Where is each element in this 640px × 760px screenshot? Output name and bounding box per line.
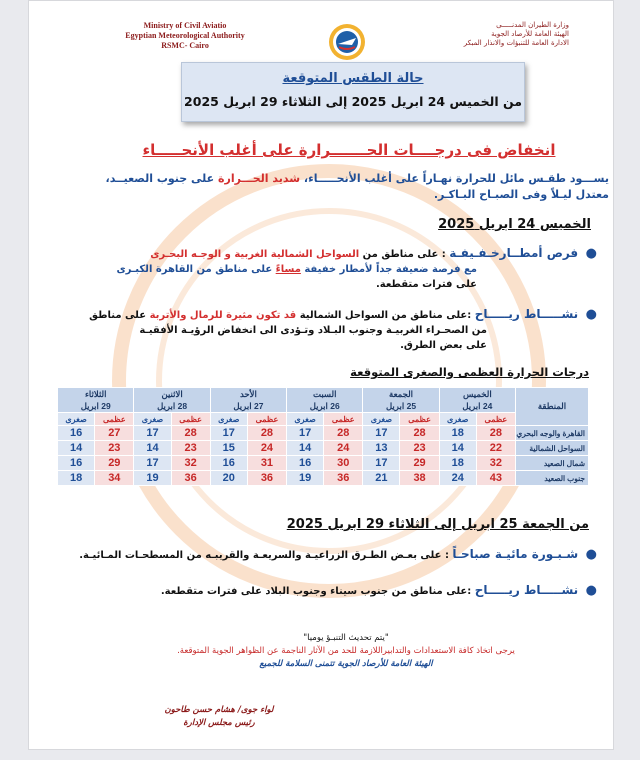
bullet-text-highlight: قد تكون مثيرة للرمال والأتربة — [149, 310, 297, 321]
bullet-label: فرص أمطــارخـفـيفـة — [449, 246, 579, 260]
table-row — [58, 426, 589, 441]
bullet-text: على فترات متقطعة. — [375, 279, 477, 290]
authority-logo-icon — [328, 23, 366, 61]
min-temp-cell: 24 — [439, 471, 476, 486]
signature-role: رئيس مجلس الإدارة — [183, 718, 255, 728]
notes — [121, 632, 571, 671]
bullet-text: :على مناطق من السواحل الشمالية — [296, 310, 472, 321]
day-header — [210, 388, 286, 413]
min-label: صغرى — [210, 413, 247, 426]
max-temp-cell: 43 — [476, 471, 515, 486]
bullet-text-highlight: السواحل الشمالية الغربية و الوجـه البحـرى — [150, 249, 360, 260]
max-temp-cell: 36 — [324, 471, 363, 486]
min-temp-cell: 18 — [439, 456, 476, 471]
day1-bullet-rain — [87, 246, 597, 292]
intro-text: على جنوب الصعيــد، — [105, 172, 219, 185]
min-temp-cell: 14 — [58, 441, 95, 456]
max-temp-cell: 32 — [171, 456, 210, 471]
region-cell: السواحل الشمالية — [516, 441, 589, 456]
bullet-icon: ● — [585, 246, 597, 261]
max-label: عظمى — [95, 413, 134, 426]
min-label: صغرى — [134, 413, 171, 426]
max-temp-cell: 28 — [324, 426, 363, 441]
max-label: عظمى — [171, 413, 210, 426]
day-name: الثلاثاء — [84, 389, 107, 399]
min-temp-cell: 17 — [210, 426, 247, 441]
max-temp-cell: 38 — [400, 471, 439, 486]
signature-name: لواء جوى/ هشام حسن طاحون — [164, 705, 274, 715]
bullet-text: مع فرصة ضعيفة جداً لأمطار خفيفة — [300, 264, 477, 275]
max-temp-cell: 29 — [400, 456, 439, 471]
max-label: عظمى — [400, 413, 439, 426]
bullet-text: : على مناطق من — [359, 249, 446, 260]
header-line: Egyptian Meteorological Authority — [125, 31, 245, 40]
max-temp-cell: 28 — [171, 426, 210, 441]
bullet-text: على مناطق من القاهرة الكبـرى — [116, 264, 276, 275]
bullet-icon: ● — [585, 547, 597, 562]
bullet-icon: ● — [585, 307, 597, 322]
header-arabic — [369, 21, 569, 48]
min-temp-cell: 15 — [210, 441, 247, 456]
day-date: 29 ابريل — [80, 401, 111, 411]
day-header — [439, 388, 515, 413]
min-temp-cell: 17 — [134, 426, 171, 441]
max-temp-cell: 30 — [324, 456, 363, 471]
title-box — [181, 62, 525, 122]
table-row — [58, 471, 589, 486]
day1-heading: الخميس 24 ابريل 2025 — [438, 217, 591, 232]
min-temp-cell: 14 — [439, 441, 476, 456]
max-temp-cell: 31 — [247, 456, 286, 471]
max-temp-cell: 34 — [95, 471, 134, 486]
min-label: صغرى — [287, 413, 324, 426]
bullet-text: على بعض الطرق. — [400, 340, 487, 351]
day-date: 28 ابريل — [157, 401, 188, 411]
day-name: السبت — [312, 389, 337, 399]
max-temp-cell: 32 — [476, 456, 515, 471]
intro-line-1 — [91, 171, 609, 187]
min-temp-cell: 14 — [134, 441, 171, 456]
period2-bullet-wind — [77, 583, 597, 599]
period2-bullet-fog — [77, 547, 597, 563]
max-label: عظمى — [324, 413, 363, 426]
min-temp-cell: 20 — [210, 471, 247, 486]
forecast-title: حالة الطقس المتوقعة — [282, 71, 424, 86]
temperature-table — [57, 387, 589, 486]
day-name: الخميس — [462, 389, 492, 399]
bullet-text: من الصحـراء الغربيـة وجنوب البـلاد وتـؤدى الى انخفاض الرؤيـة الأفقيـة — [139, 325, 487, 336]
min-temp-cell: 13 — [363, 441, 400, 456]
min-temp-cell: 17 — [363, 426, 400, 441]
min-temp-cell: 16 — [58, 426, 95, 441]
max-temp-cell: 36 — [171, 471, 210, 486]
day1-bullet-wind — [87, 307, 597, 353]
max-temp-cell: 23 — [95, 441, 134, 456]
min-temp-cell: 17 — [287, 426, 324, 441]
min-temp-cell: 18 — [58, 471, 95, 486]
day-date: 24 ابريل — [462, 401, 493, 411]
max-temp-cell: 23 — [400, 441, 439, 456]
table-header-labels — [58, 413, 589, 426]
bullet-label: شـبـورة مائيـة صباحـاً — [452, 547, 579, 561]
max-temp-cell: 27 — [95, 426, 134, 441]
table-title: درجات الحرارة العظمى والصغرى المتوقعة — [350, 365, 589, 379]
header-line: Ministry of Civil Aviatio — [143, 21, 227, 30]
day-name: الجمعة — [389, 389, 414, 399]
day-date: 27 ابريل — [233, 401, 264, 411]
max-temp-cell: 23 — [171, 441, 210, 456]
headline: انخفاض فى درجــــات الحـــــــرارة على أغلب الأنحـــــاء — [142, 141, 556, 159]
min-temp-cell: 19 — [134, 471, 171, 486]
day-name: الأحد — [239, 389, 257, 399]
header-line: الهيئة العامة للأرصاد الجوية — [491, 30, 569, 38]
bullet-text: : على بعـض الطـرق الزراعيـة والسريعـة والقريبـه من المسطحـات المـائيـة. — [79, 550, 453, 561]
max-temp-cell: 22 — [476, 441, 515, 456]
bullet-text: :على مناطق من جنوب سيناء وجنوب البلاد على فترات متقطعة. — [160, 586, 475, 597]
bullet-text: على مناطق — [89, 310, 150, 321]
table-header-days — [58, 388, 589, 413]
intro-text-highlight: شديد الحـــرارة — [218, 172, 301, 185]
intro-paragraph — [91, 171, 609, 203]
header-english — [85, 21, 285, 51]
forecast-period: من الخميس 24 ابريل 2025 إلى الثلاثاء 29 ابريل 2025 — [184, 94, 522, 109]
min-temp-cell: 18 — [439, 426, 476, 441]
forecast-page — [28, 0, 614, 750]
min-temp-cell: 14 — [287, 441, 324, 456]
max-temp-cell: 36 — [247, 471, 286, 486]
day-header — [363, 388, 439, 413]
min-temp-cell: 16 — [210, 456, 247, 471]
min-label: صغرى — [58, 413, 95, 426]
max-temp-cell: 24 — [247, 441, 286, 456]
header-line: الادارة العامة للتنبؤات والانذار المبكر — [463, 39, 569, 47]
header-line: وزارة الطيران المدنـــــى — [496, 21, 569, 29]
bullet-icon: ● — [585, 583, 597, 598]
min-label: صغرى — [363, 413, 400, 426]
region-cell: شمال الصعيد — [516, 456, 589, 471]
note-update: "يتم تحديث التنبـؤ يوميا" — [303, 633, 389, 643]
max-temp-cell: 24 — [324, 441, 363, 456]
min-temp-cell: 17 — [363, 456, 400, 471]
signature — [159, 704, 279, 730]
day-date: 26 ابريل — [309, 401, 340, 411]
max-temp-cell: 28 — [476, 426, 515, 441]
bullet-label: نشـــــاط ريـــــاح — [474, 583, 579, 597]
intro-line-2: معتدل ليـلاً وفى الصبـاح البـاكـر. — [433, 188, 609, 201]
min-temp-cell: 16 — [287, 456, 324, 471]
region-header: المنطقة — [516, 388, 589, 426]
bullet-label: نشـــــاط ريـــــاح — [474, 307, 579, 321]
max-label: عظمى — [476, 413, 515, 426]
max-temp-cell: 28 — [400, 426, 439, 441]
region-cell: جنوب الصعيد — [516, 471, 589, 486]
region-cell: القاهرة والوجه البحري — [516, 426, 589, 441]
min-label: صغرى — [439, 413, 476, 426]
bullet-text-highlight: مساءً — [275, 264, 301, 275]
note-safety: الهيئة العامة للأرصاد الجوية تتمنى السلامة للجميع — [259, 659, 433, 669]
min-temp-cell: 21 — [363, 471, 400, 486]
header-line: RSMC- Cairo — [161, 41, 209, 50]
intro-text: يســـود طقـس مائل للحرارة نهـاراً على أغلب الأنحـــــاء، — [300, 172, 609, 185]
day-name: الاثنين — [161, 389, 183, 399]
max-temp-cell: 29 — [95, 456, 134, 471]
min-temp-cell: 17 — [134, 456, 171, 471]
day-header — [287, 388, 363, 413]
period2-heading: من الجمعة 25 ابريل إلى الثلاثاء 29 ابريل 2025 — [286, 517, 589, 532]
max-label: عظمى — [247, 413, 286, 426]
max-temp-cell: 28 — [247, 426, 286, 441]
table-row — [58, 441, 589, 456]
day-header — [58, 388, 134, 413]
day-header — [134, 388, 210, 413]
day-date: 25 ابريل — [386, 401, 417, 411]
min-temp-cell: 19 — [287, 471, 324, 486]
min-temp-cell: 16 — [58, 456, 95, 471]
note-precautions: يرجى اتخاذ كافة الاستعدادات والتدابيراللازمة للحد من الآثار الناجمة عن الظواهر الجوية المتوقعة. — [177, 646, 515, 656]
table-row — [58, 456, 589, 471]
